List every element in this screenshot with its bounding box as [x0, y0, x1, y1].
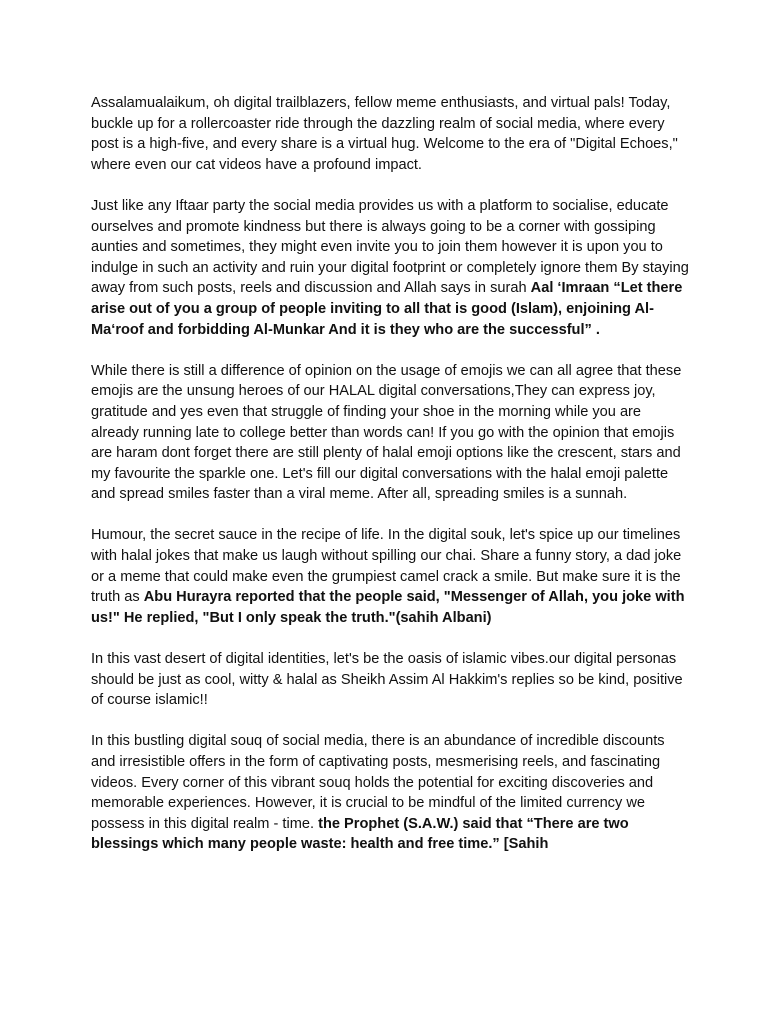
- humour-paragraph: [91, 525, 691, 628]
- document-page: [91, 93, 691, 876]
- intro-paragraph: Assalamualaikum, oh digital trailblazers, fellow meme enthusiasts, and virtual pals! Today, buckle up for a rollercoaster ride through the dazzling realm of social media, where every post is a high-five, and every share is a virtual hug. Welcome to the era of "Digital Echoes," where even our cat videos have a profound impact.: [91, 95, 678, 173]
- social-platform-paragraph: [91, 196, 691, 340]
- time-text: In this bustling digital souq of social media, there is an abundance of incredible discounts and irresistible offers in the form of captivating posts, mesmerising reels, and fascinating videos. Every corner of this vibrant souq holds the potential for exciting discoveries and memorable experiences. However, it is crucial to be mindful of the limited currency we possess in this digital realm - time.: [91, 733, 665, 832]
- social-platform-text: Just like any Iftaar party the social media provides us with a platform to socialise, educate ourselves and promote kindness but there is always going to be a corner with gossiping aunties and sometimes, they might even invite you to join them however it is upon you to indulge in such an activity and ruin your digital footprint or completely ignore them By staying away from such posts, reels and discussion and Allah says in surah: [91, 197, 689, 297]
- humour-text: Humour, the secret sauce in the recipe of life. In the digital souk, let's spice up our timelines with halal jokes that make us laugh without spilling our chai. Share a funny story, a dad joke or a meme that could make even the grumpiest camel crack a smile. But make sure it is the truth as: [91, 527, 682, 606]
- hadith-quote-humour: Abu Hurayra reported that the people said, "Messenger of Allah, you joke with us!" He replied, "But I only speak the truth."(sahih Albani): [91, 589, 685, 626]
- quran-quote: Aal ‘Imraan “Let there arise out of you a group of people inviting to all that is good (Islam), enjoining Al-Ma‘roof and forbidding Al-Munkar And it is they who are the successful” .: [91, 280, 683, 338]
- emoji-paragraph: While there is still a difference of opinion on the usage of emojis we can all agree that these emojis are the unsung heroes of our HALAL digital conversations,They can express joy, gratitude and yes even that struggle of finding your shoe in the morning while you are already running late to college better than words can! If you go with the opinion that emojis are haram dont forget there are still plenty of halal emoji options like the crescent, stars and my favourite the sparkle one. Let's fill our digital conversations with the halal emoji palette and spread smiles faster than a viral meme. After all, spreading smiles is a sunnah.: [91, 362, 682, 503]
- identity-paragraph: In this vast desert of digital identities, let's be the oasis of islamic vibes.our digital personas should be just as cool, witty & halal as Sheikh Assim Al Hakkim's replies so be kind, positive of course islamic!!: [91, 651, 683, 709]
- time-paragraph: [91, 731, 691, 855]
- hadith-quote-time: the Prophet (S.A.W.) said that “There are two blessings which many people waste: health and free time.” [Sahih: [91, 815, 629, 853]
